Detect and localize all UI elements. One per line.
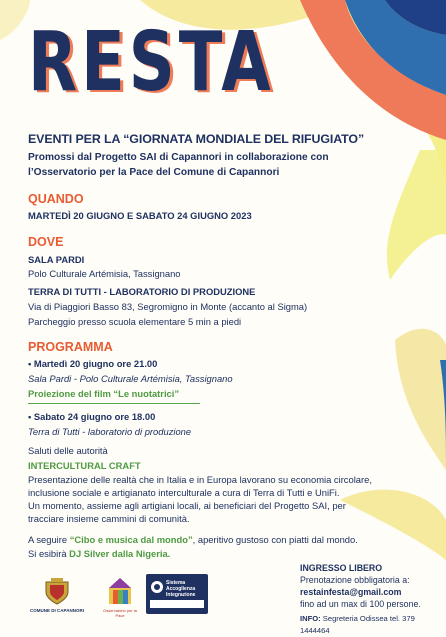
dove-heading: DOVE — [28, 235, 64, 249]
aperitivo-pre: A seguire — [28, 534, 70, 545]
desc-line-1: Presentazione delle realtà che in Italia e in Europa lavorano su economia circolare, — [28, 474, 372, 485]
place1-address: Polo Culturale Artémisia, Tassignano — [28, 268, 181, 279]
event1-film: Proiezione del film “Le nuotatrici” — [28, 388, 180, 399]
info-line — [300, 613, 446, 637]
dj-highlight: DJ Silver dalla Nigeria. — [69, 548, 171, 559]
divider — [28, 403, 200, 404]
event1-place: Sala Pardi - Polo Culturale Artémisia, Tassignano — [28, 373, 233, 384]
promo-line-1: Promossi dal Progetto SAI di Capannori in collaborazione con — [28, 152, 329, 163]
coat-of-arms-icon — [42, 576, 72, 606]
event2-place: Terra di Tutti - laboratorio di produzione — [28, 426, 192, 437]
sai-banner — [150, 600, 204, 608]
dj-text — [28, 547, 170, 560]
desc-line-2: inclusione sociale e artigianato interculturale a cura di Terra di Tutti e UniFi. — [28, 487, 340, 498]
info-label: INFO: — [300, 614, 321, 623]
event2-craft: INTERCULTURAL CRAFT — [28, 460, 141, 471]
quando-heading: QUANDO — [28, 192, 84, 206]
programma-heading: PROGRAMMA — [28, 340, 113, 354]
parking-info: Parcheggio presso scuola elementare 5 min a piedi — [28, 316, 242, 327]
ingresso-line1: Prenotazione obbligatoria a: — [300, 575, 410, 585]
osservatorio-label: Osservatorio per la Pace — [103, 608, 137, 618]
sai-emblem-icon — [150, 580, 164, 594]
event2-date: • Sabato 24 giugno ore 18.00 — [28, 411, 156, 422]
quando-dates: MARTEDÌ 20 GIUGNO E SABATO 24 GIUGNO 2023 — [28, 210, 252, 221]
event2-greetings: Saluti delle autorità — [28, 445, 108, 456]
place2-name: TERRA DI TUTTI - LABORATORIO DI PRODUZIONE — [28, 286, 256, 297]
dj-pre: Si esibirà — [28, 548, 70, 559]
poster-title: RESTA — [28, 15, 275, 110]
place1-name: SALA PARDI — [28, 254, 85, 265]
logo-comune-capannori — [26, 576, 88, 616]
ingresso-email: restainfesta@gmail.com — [300, 587, 402, 597]
logo-sai — [146, 574, 208, 614]
promoters-text — [28, 151, 358, 180]
event1-date: • Martedì 20 giugno ore 21.00 — [28, 358, 158, 369]
event-subtitle: EVENTI PER LA “GIORNATA MONDIALE DEL RIFUGIATO” — [28, 132, 365, 146]
info-text: Segreteria Odissea tel. 379 1444464 — [300, 614, 415, 635]
aperitivo-post: , aperitivo gustoso con piatti dal mondo. — [192, 534, 358, 545]
comune-label: COMUNE DI CAPANNORI — [30, 608, 84, 613]
ingresso-line3: fino ad un max di 100 persone. — [300, 599, 421, 609]
desc-line-4: tracciare insieme cammini di comunità. — [28, 513, 190, 524]
desc-line-3: Un momento, assieme agli artigiani locali, ai beneficiari del Progetto SAI, per — [28, 500, 346, 511]
aperitivo-highlight: “Cibo e musica dal mondo” — [69, 534, 193, 545]
event2-description — [28, 473, 388, 525]
sai-label: Sistema Accoglienza Integrazione — [166, 580, 196, 598]
aperitivo-text — [28, 533, 408, 546]
peace-house-icon — [107, 576, 133, 606]
promo-line-2: l’Osservatorio per la Pace del Comune di Capannori — [28, 166, 280, 178]
place2-address: Via di Piaggiori Basso 83, Segromigno in Monte (accanto al Sigma) — [28, 301, 308, 312]
ingresso-heading: INGRESSO LIBERO — [300, 563, 383, 573]
logo-osservatorio — [100, 576, 140, 616]
